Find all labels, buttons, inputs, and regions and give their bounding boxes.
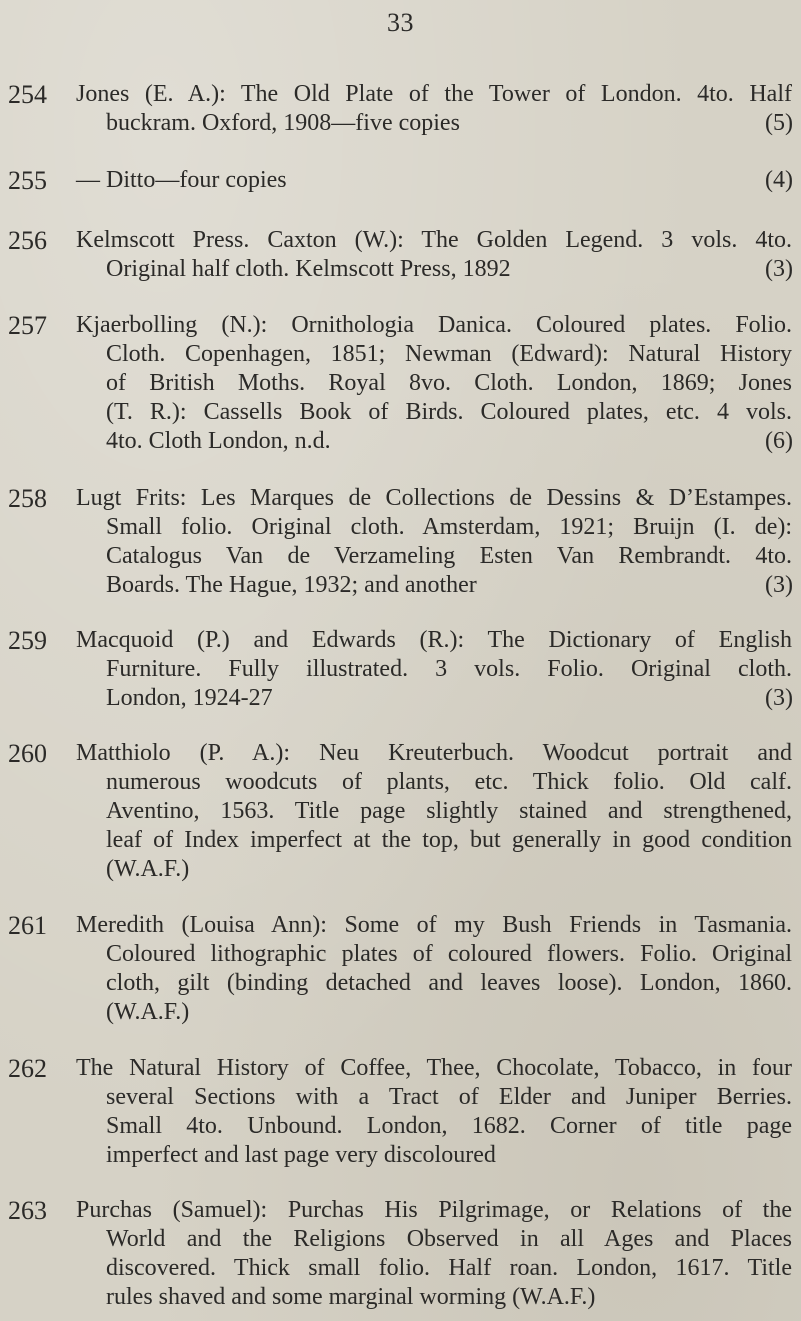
entry-line: leaf of Index imperfect at the top, but generally in good condition (106, 827, 792, 853)
entry-line: Catalogus Van de Verzameling Esten Van Rembrandt. 4to. (106, 543, 792, 569)
page-number: 33 (387, 8, 414, 37)
lot-quantity: (4) (765, 167, 793, 193)
entry-line: World and the Religions Observed in all Ages and Places (106, 1226, 792, 1252)
entry-description (76, 226, 792, 284)
lot-number: 255 (8, 166, 47, 195)
lot-quantity: (5) (765, 110, 793, 136)
entry-line: Meredith (Louisa Ann): Some of my Bush Friends in Tasmania. (76, 912, 792, 938)
entry-description (76, 166, 792, 195)
entry-description (76, 311, 792, 456)
entry-line: Original half cloth. Kelmscott Press, 1892 (106, 256, 511, 282)
entry-line: discovered. Thick small folio. Half roan. London, 1617. Title (106, 1255, 792, 1281)
entry-line: Boards. The Hague, 1932; and another (106, 572, 477, 598)
entry-description (76, 80, 792, 138)
entry-line: Cloth. Copenhagen, 1851; Newman (Edward): Natural History (106, 341, 792, 367)
lot-number: 256 (8, 226, 47, 255)
entry-description (76, 739, 792, 884)
entry-description (76, 1054, 792, 1170)
lot-number: 259 (8, 626, 47, 655)
entry-line: London, 1924-27 (106, 685, 273, 711)
entry-line: Lugt Frits: Les Marques de Collections de Dessins & D’Estampes. (76, 485, 792, 511)
entry-line: Aventino, 1563. Title page slightly stained and strengthened, (106, 798, 792, 824)
lot-quantity: (3) (765, 256, 793, 282)
entry-line: (W.A.F.) (106, 999, 190, 1025)
entry-line: (W.A.F.) (106, 856, 190, 882)
entry-line: Coloured lithographic plates of coloured flowers. Folio. Original (106, 941, 792, 967)
lot-number: 261 (8, 911, 47, 940)
entry-description (76, 911, 792, 1027)
entry-description (76, 484, 792, 600)
entry-line: Macquoid (P.) and Edwards (R.): The Dictionary of English (76, 627, 792, 653)
entry-line: Furniture. Fully illustrated. 3 vols. Folio. Original cloth. (106, 656, 792, 682)
lot-quantity: (3) (765, 572, 793, 598)
entry-line: several Sections with a Tract of Elder and Juniper Berries. (106, 1084, 792, 1110)
entry-line: imperfect and last page very discoloured (106, 1142, 496, 1168)
entry-line: The Natural History of Coffee, Thee, Chocolate, Tobacco, in four (76, 1055, 792, 1081)
entry-line: 4to. Cloth London, n.d. (106, 428, 331, 454)
entry-line: Small folio. Original cloth. Amsterdam, 1921; Bruijn (I. de): (106, 514, 792, 540)
entry-line: rules shaved and some marginal worming (W.A.F.) (106, 1284, 596, 1310)
lot-quantity: (3) (765, 685, 793, 711)
lot-number: 263 (8, 1196, 47, 1225)
entry-description (76, 626, 792, 713)
entry-line: Jones (E. A.): The Old Plate of the Tower of London. 4to. Half (76, 81, 792, 107)
lot-number: 258 (8, 484, 47, 513)
entry-line: Small 4to. Unbound. London, 1682. Corner of title page (106, 1113, 792, 1139)
lot-number: 260 (8, 739, 47, 768)
lot-number: 257 (8, 311, 47, 340)
lot-number: 262 (8, 1054, 47, 1083)
entry-line: buckram. Oxford, 1908—five copies (106, 110, 460, 136)
entry-line: Matthiolo (P. A.): Neu Kreuterbuch. Woodcut portrait and (76, 740, 792, 766)
entry-line: (T. R.): Cassells Book of Birds. Coloured plates, etc. 4 vols. (106, 399, 792, 425)
entry-description (76, 1196, 792, 1312)
entry-line: of British Moths. Royal 8vo. Cloth. London, 1869; Jones (106, 370, 792, 396)
entry-line: Kelmscott Press. Caxton (W.): The Golden Legend. 3 vols. 4to. (76, 227, 792, 253)
lot-quantity: (6) (765, 428, 793, 454)
entry-line: numerous woodcuts of plants, etc. Thick folio. Old calf. (106, 769, 792, 795)
entry-line: cloth, gilt (binding detached and leaves loose). London, 1860. (106, 970, 792, 996)
lot-number: 254 (8, 80, 47, 109)
entry-line: — Ditto—four copies (76, 167, 287, 193)
entry-line: Kjaerbolling (N.): Ornithologia Danica. Coloured plates. Folio. (76, 312, 792, 338)
entry-line: Purchas (Samuel): Purchas His Pilgrimage, or Relations of the (76, 1197, 792, 1223)
